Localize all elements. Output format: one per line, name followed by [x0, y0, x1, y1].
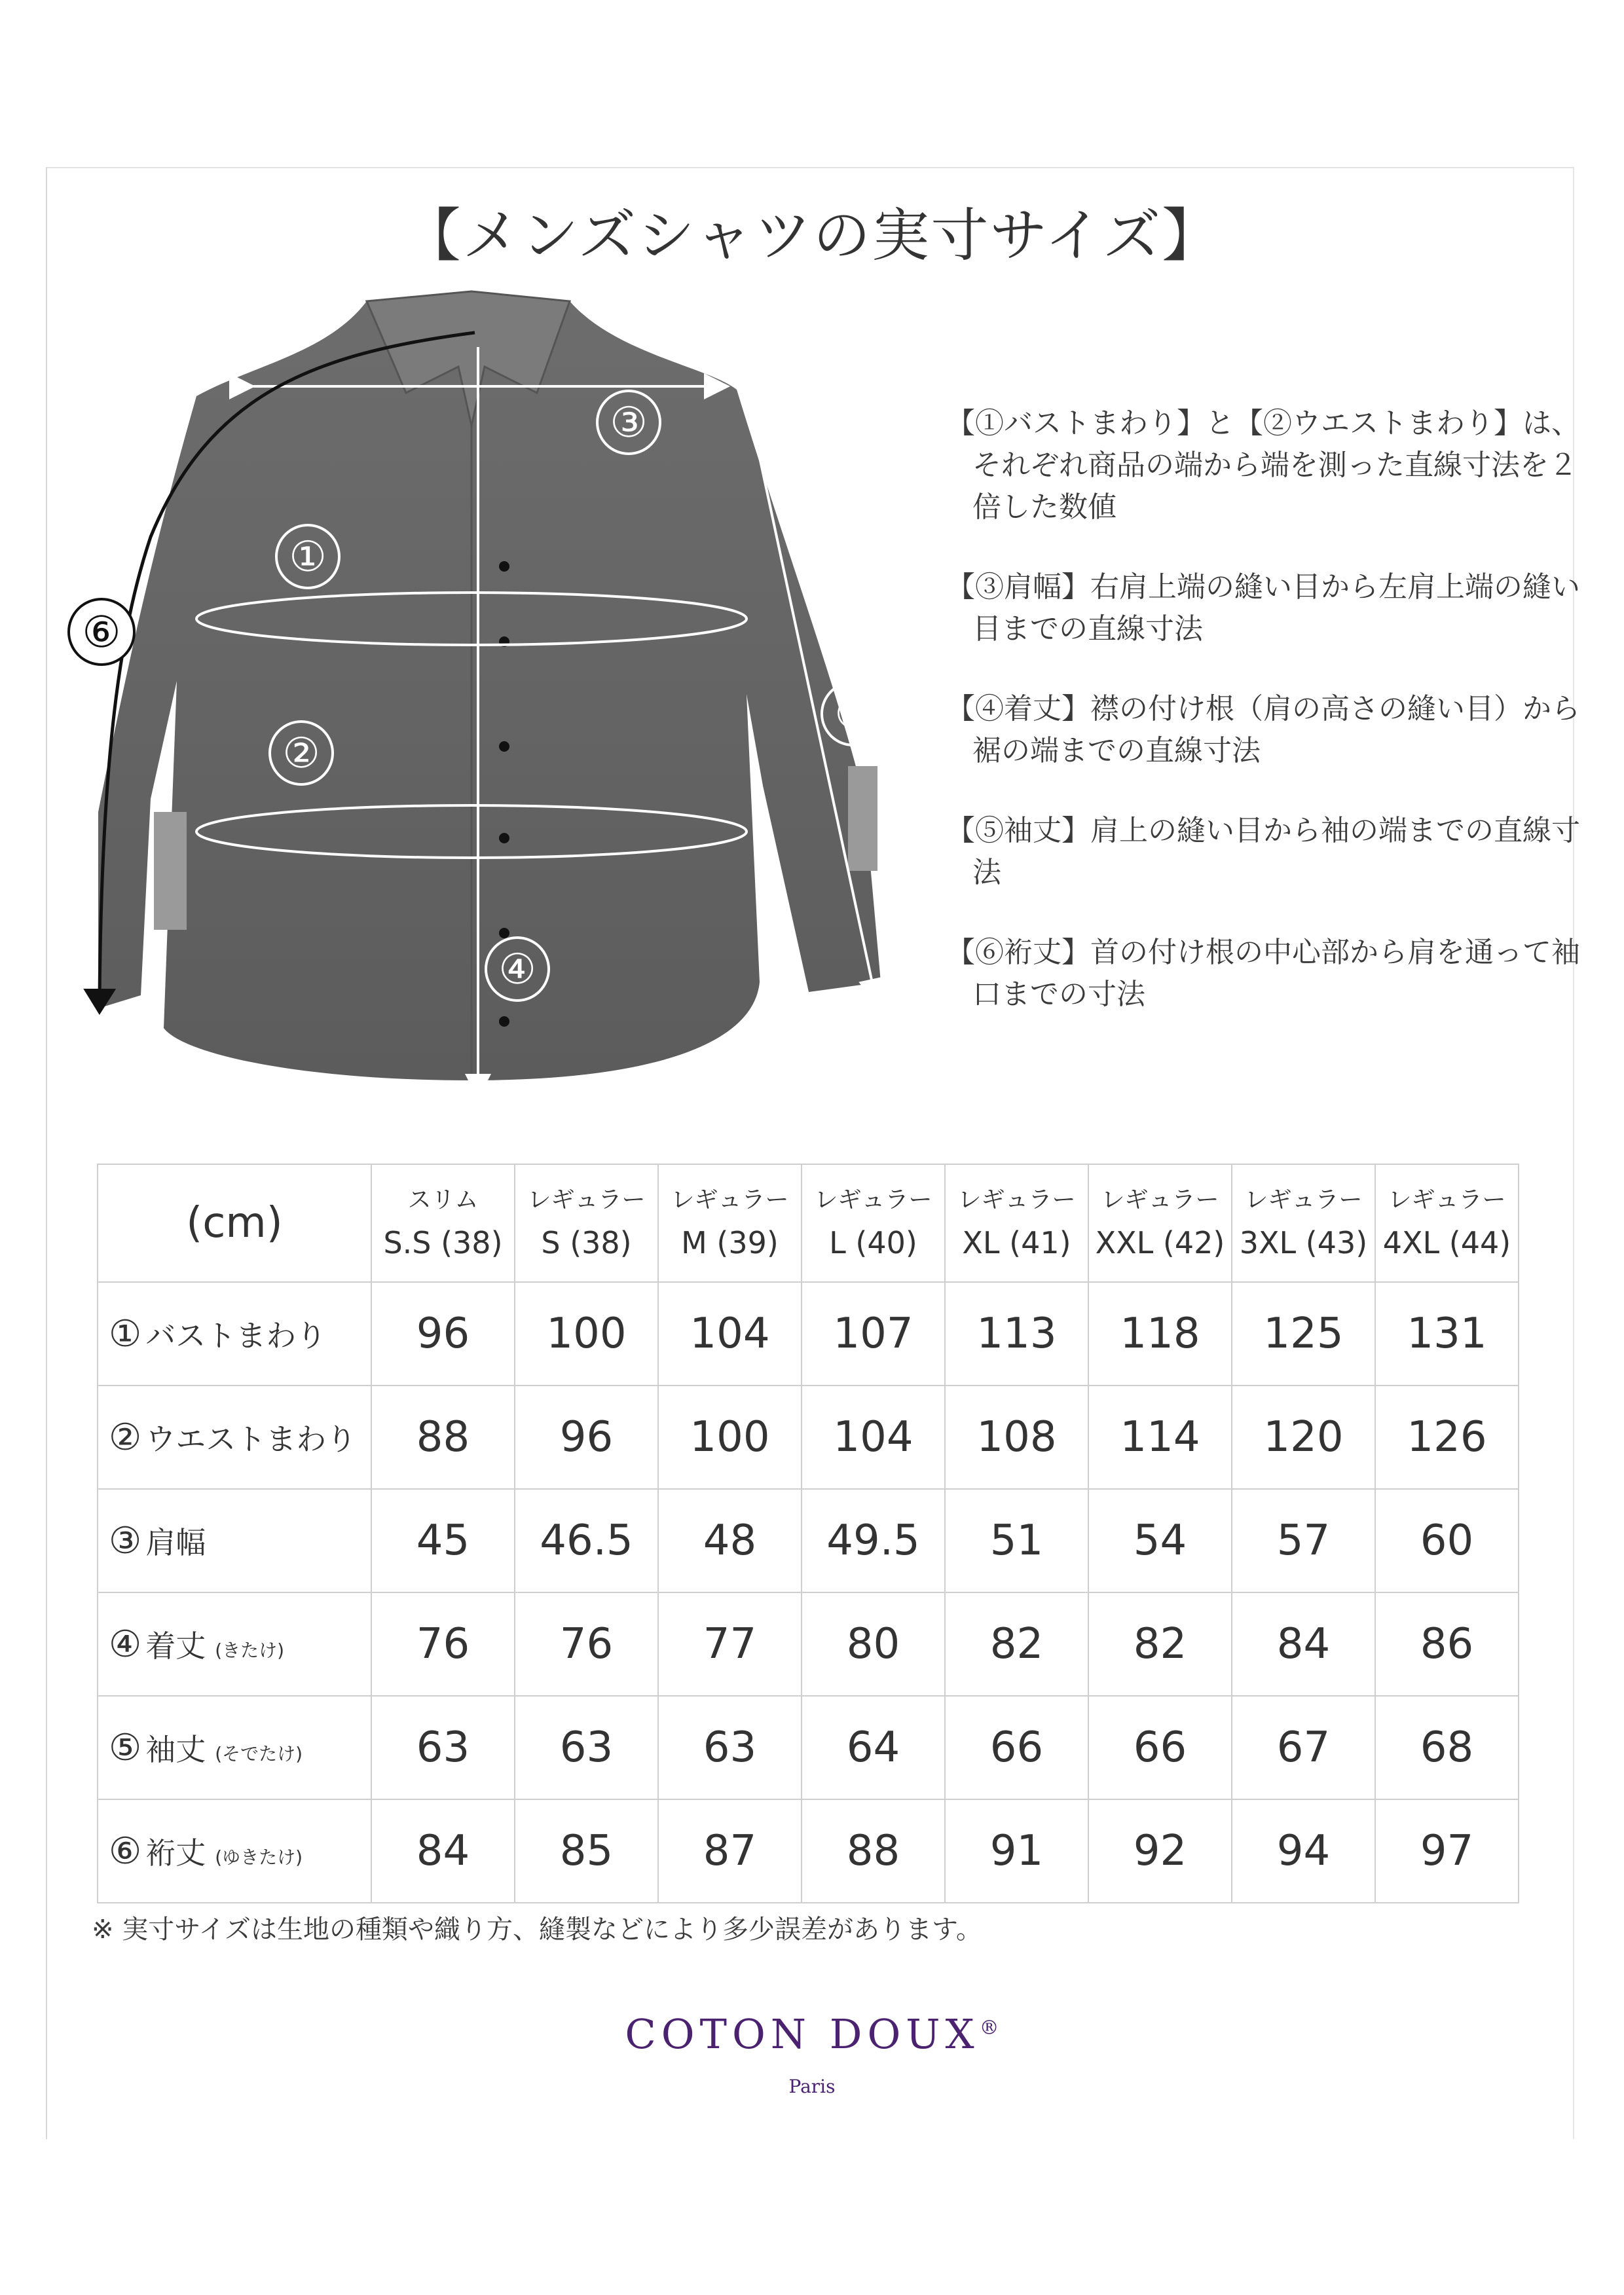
- table-cell: 77: [658, 1592, 802, 1696]
- row-label: [98, 1489, 371, 1592]
- row-name: ウエストまわり: [145, 1422, 357, 1457]
- table-cell: 91: [945, 1799, 1088, 1903]
- table-cell: 85: [515, 1799, 658, 1903]
- table-cell: 88: [371, 1386, 515, 1489]
- row-label: [98, 1799, 371, 1903]
- table-cell: 131: [1375, 1282, 1519, 1386]
- svg-text:②: ②: [282, 729, 320, 778]
- table-cell: 80: [802, 1592, 945, 1696]
- table-cell: 67: [1232, 1696, 1375, 1799]
- table-cell: 51: [945, 1489, 1088, 1592]
- table-cell: 76: [515, 1592, 658, 1696]
- table-cell: 49.5: [802, 1489, 945, 1592]
- shirt-diagram: [52, 275, 969, 1126]
- row-number: ①: [109, 1313, 142, 1355]
- table-cell: 113: [945, 1282, 1088, 1386]
- table-cell: 46.5: [515, 1489, 658, 1592]
- row-number: ⑥: [109, 1830, 142, 1873]
- col-header: レギュラー XL (41): [945, 1164, 1088, 1282]
- table-cell: 125: [1232, 1282, 1375, 1386]
- table-row: [98, 1282, 1519, 1386]
- table-cell: 66: [945, 1696, 1088, 1799]
- table-cell: 48: [658, 1489, 802, 1592]
- table-cell: 64: [802, 1696, 945, 1799]
- table-cell: 120: [1232, 1386, 1375, 1489]
- note-shoulder: 【③肩幅】右肩上端の縫い目から左肩上端の縫い目までの直線寸法: [946, 570, 1580, 646]
- svg-text:⑤: ⑤: [834, 690, 872, 739]
- shirt-body: [98, 291, 881, 1080]
- table-cell: 104: [658, 1282, 802, 1386]
- table-cell: 114: [1088, 1386, 1232, 1489]
- col-header: レギュラー M (39): [658, 1164, 802, 1282]
- table-cell: 68: [1375, 1696, 1519, 1799]
- table-cell: 92: [1088, 1799, 1232, 1903]
- col-header: レギュラー S (38): [515, 1164, 658, 1282]
- table-cell: 100: [515, 1282, 658, 1386]
- page-title: 【メンズシャツの実寸サイズ】: [403, 202, 1221, 269]
- svg-text:①: ①: [289, 533, 327, 581]
- row-reading: (きたけ): [215, 1640, 285, 1661]
- row-label: [98, 1386, 371, 1489]
- table-cell: 82: [945, 1592, 1088, 1696]
- row-label: [98, 1592, 371, 1696]
- col-header: レギュラー XXL (42): [1088, 1164, 1232, 1282]
- table-cell: 118: [1088, 1282, 1232, 1386]
- svg-text:④: ④: [498, 946, 536, 994]
- table-cell: 76: [371, 1592, 515, 1696]
- table-cell: 63: [515, 1696, 658, 1799]
- table-cell: 54: [1088, 1489, 1232, 1592]
- table-cell: 60: [1375, 1489, 1519, 1592]
- table-cell: 57: [1232, 1489, 1375, 1592]
- table-header-row: [98, 1164, 1519, 1282]
- table-cell: 94: [1232, 1799, 1375, 1903]
- row-number: ⑤: [109, 1727, 142, 1769]
- row-number: ③: [109, 1520, 142, 1562]
- row-label: [98, 1282, 371, 1386]
- table-body: [98, 1282, 1519, 1903]
- table-row: [98, 1799, 1519, 1903]
- note-sleeve: 【⑤袖丈】肩上の縫い目から袖の端までの直線寸法: [946, 814, 1580, 889]
- row-number: ④: [109, 1623, 142, 1666]
- col-header: スリム S.S (38): [371, 1164, 515, 1282]
- brand-logo: COTON DOUX®: [625, 2010, 999, 2058]
- table-cell: 87: [658, 1799, 802, 1903]
- table-cell: 126: [1375, 1386, 1519, 1489]
- table-cell: 45: [371, 1489, 515, 1592]
- table-cell: 84: [1232, 1592, 1375, 1696]
- footnote: ※ 実寸サイズは生地の種類や織り方、縫製などにより多少誤差があります。: [92, 1915, 982, 1945]
- table-cell: 86: [1375, 1592, 1519, 1696]
- col-header: レギュラー L (40): [802, 1164, 945, 1282]
- row-name: 袖丈: [145, 1732, 206, 1767]
- row-number: ②: [109, 1416, 142, 1459]
- marker-6: [69, 599, 134, 665]
- row-label: [98, 1696, 371, 1799]
- table-cell: 100: [658, 1386, 802, 1489]
- table-row: [98, 1696, 1519, 1799]
- table-cell: 84: [371, 1799, 515, 1903]
- note-length: 【④着丈】襟の付け根（肩の高さの縫い目）から裾の端までの直線寸法: [946, 692, 1580, 767]
- col-header: レギュラー 3XL (43): [1232, 1164, 1375, 1282]
- table-row: [98, 1489, 1519, 1592]
- row-reading: (そでたけ): [215, 1743, 303, 1765]
- row-name: 着丈: [145, 1628, 206, 1664]
- measurement-notes: [946, 403, 1588, 1054]
- table-cell: 66: [1088, 1696, 1232, 1799]
- unit-label: (cm): [98, 1164, 371, 1282]
- table-cell: 104: [802, 1386, 945, 1489]
- table-cell: 88: [802, 1799, 945, 1903]
- table-cell: 96: [371, 1282, 515, 1386]
- size-table: [97, 1164, 1519, 1903]
- table-cell: 107: [802, 1282, 945, 1386]
- table-row: [98, 1386, 1519, 1489]
- svg-text:③: ③: [610, 399, 648, 447]
- table-cell: 108: [945, 1386, 1088, 1489]
- brand-location: Paris: [788, 2076, 836, 2097]
- row-name: バストまわり: [145, 1318, 327, 1353]
- table-cell: 96: [515, 1386, 658, 1489]
- table-row: [98, 1592, 1519, 1696]
- table-cell: 97: [1375, 1799, 1519, 1903]
- note-yuki: 【⑥裄丈】首の付け根の中心部から肩を通って袖口までの寸法: [946, 936, 1580, 1011]
- row-reading: (ゆきたけ): [215, 1846, 303, 1868]
- svg-text:⑥: ⑥: [82, 607, 121, 657]
- table-cell: 82: [1088, 1592, 1232, 1696]
- row-name: 肩幅: [145, 1525, 206, 1560]
- note-bust-waist: 【①バストまわり】と【②ウエストまわり】は、それぞれ商品の端から端を測った直線寸法を２倍した数値: [946, 407, 1580, 524]
- row-name: 裄丈: [145, 1835, 206, 1871]
- col-header: レギュラー 4XL (44): [1375, 1164, 1519, 1282]
- table-cell: 63: [658, 1696, 802, 1799]
- table-cell: 63: [371, 1696, 515, 1799]
